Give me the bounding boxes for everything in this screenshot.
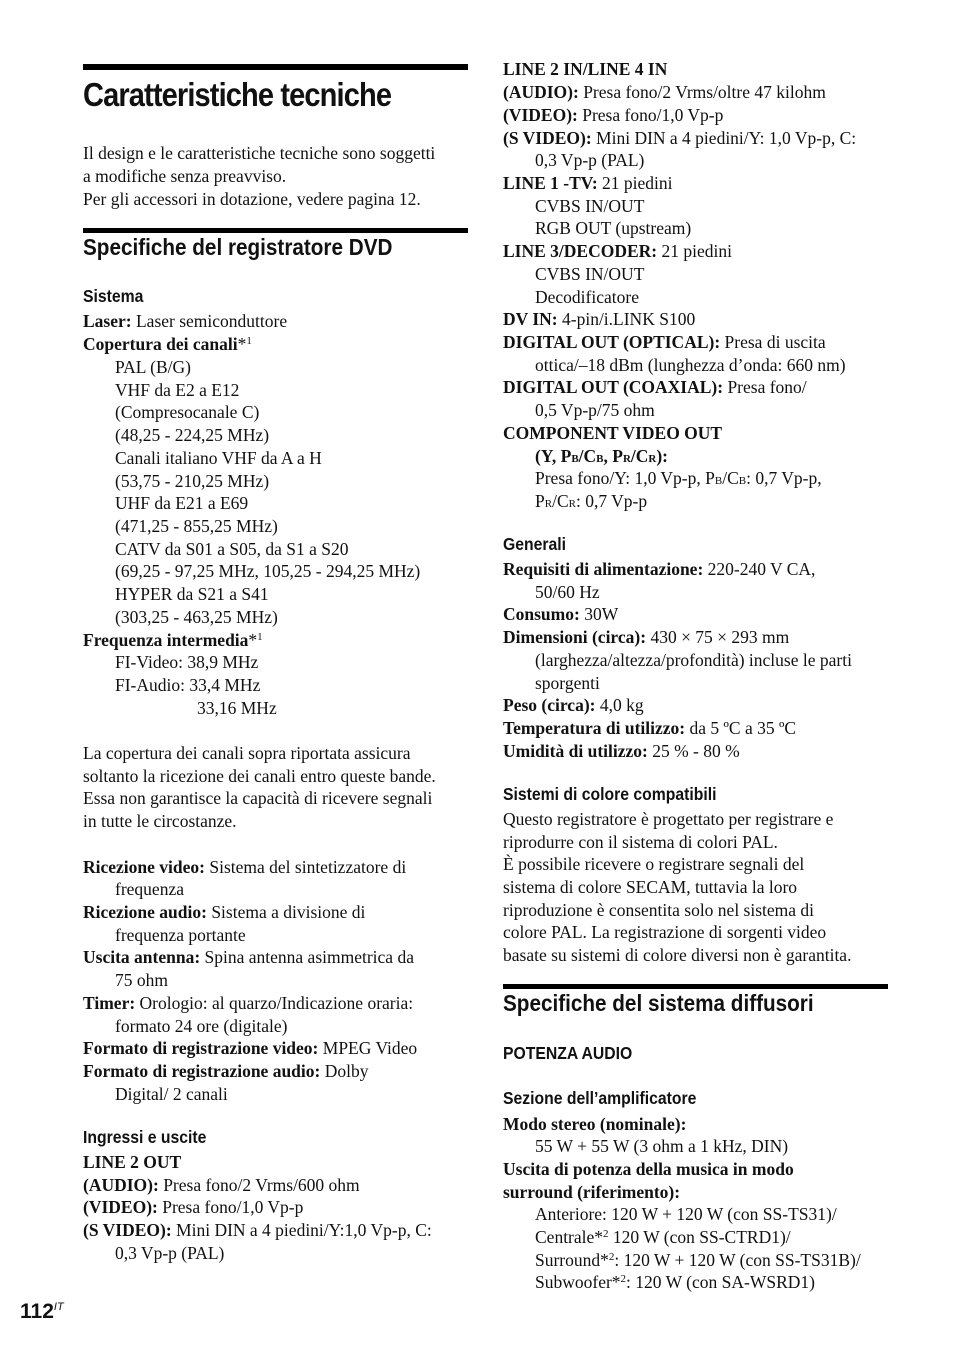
page-number: $112^{IT}$ <box>20 1300 64 1323</box>
spec-modo-stereo: Modo stereo (nominale): <box>503 1114 687 1134</box>
spec-line: PAL (B/G) <box>115 357 192 377</box>
paragraph-line: Questo registratore è progettato per registrare e <box>503 809 834 829</box>
subheading-potenza: POTENZA AUDIO <box>503 1043 633 1063</box>
spec-requisiti: Requisiti di alimentazione: 220-240 V CA, <box>503 559 816 579</box>
spec-uscita-antenna: Uscita antenna: Spina antenna asimmetrica da <box>83 947 414 967</box>
spec-line: 0,5 Vp-p/75 ohm <box>535 400 655 420</box>
spec-line: (48,25 - 224,25 MHz) <box>115 425 270 445</box>
section-rule <box>503 984 888 989</box>
spec-line: HYPER da S21 a S41 <box>115 584 269 604</box>
spec-formato-audio: Formato di registrazione audio: Dolby <box>83 1061 369 1081</box>
spec-line: 0,3 Vp-p (PAL) <box>115 1243 225 1263</box>
paragraph-line: sistema di colore SECAM, tuttavia la loro <box>503 877 798 897</box>
spec-line: RGB OUT (upstream) <box>535 218 692 238</box>
paragraph-line: colore PAL. La registrazione di sorgenti video <box>503 922 827 942</box>
spec-line: Decodificatore <box>535 287 639 307</box>
spec-formato-video: Formato di registrazione video: MPEG Video <box>83 1038 418 1058</box>
spec-line: Canali italiano VHF da A a H <box>115 448 322 468</box>
spec-ricezione-video: Ricezione video: Sistema del sintetizzatore di <box>83 857 407 877</box>
note-line: Essa non garantisce la capacità di ricevere segnali <box>83 788 433 808</box>
spec-line: 75 ohm <box>115 970 168 990</box>
section-heading-diffusori: Specifiche del sistema diffusori <box>503 990 814 1016</box>
spec-peso: Peso (circa): 4,0 kg <box>503 695 644 715</box>
paragraph-line: riprodurre con il sistema di colori PAL. <box>503 832 778 852</box>
spec-l2i-audio: (AUDIO): Presa fono/2 Vrms/oltre 47 kilohm <box>503 82 826 102</box>
spec-line: frequenza portante <box>115 925 246 945</box>
intro-line: Il design e le caratteristiche tecniche sono soggetti <box>83 143 436 163</box>
spec-dimensioni: Dimensioni (circa): 430 × 75 × 293 mm <box>503 627 790 647</box>
spec-subwoofer: Subwoofer*$^2$: 120 W (con SA-WSRD1) <box>535 1272 815 1292</box>
spec-component-signals: (Y, PB/CB, PR/CR): <box>535 446 669 466</box>
spec-line2-out: LINE 2 OUT <box>83 1152 182 1172</box>
page-title: Caratteristiche tecniche <box>83 76 392 113</box>
subheading-generali: Generali <box>503 534 567 554</box>
subheading-ingressi: Ingressi e uscite <box>83 1127 207 1147</box>
paragraph-line: È possibile ricevere o registrare segnali del <box>503 854 805 874</box>
spec-laser: Laser: Laser semiconduttore <box>83 311 288 331</box>
spec-umidita: Umidità di utilizzo: 25 % - 80 % <box>503 741 740 761</box>
spec-line: (53,75 - 210,25 MHz) <box>115 471 270 491</box>
subheading-sezione: Sezione dell’amplificatore <box>503 1088 697 1108</box>
spec-coaxial: DIGITAL OUT (COAXIAL): Presa fono/ <box>503 377 807 397</box>
spec-uscita-potenza: Uscita di potenza della musica in modo <box>503 1159 794 1179</box>
spec-line: (303,25 - 463,25 MHz) <box>115 607 278 627</box>
spec-line: sporgenti <box>535 673 600 693</box>
spec-frequenza: Frequenza intermedia*$^1$ <box>83 630 263 650</box>
spec-line: 50/60 Hz <box>535 582 600 602</box>
spec-consumo: Consumo: 30W <box>503 604 619 624</box>
spec-line: (Compresocanale C) <box>115 402 260 422</box>
spec-l2i-video: (VIDEO): Presa fono/1,0 Vp-p <box>503 105 724 125</box>
note-line: in tutte le circostanze. <box>83 811 237 831</box>
spec-l2o-svideo: (S VIDEO): Mini DIN a 4 piedini/Y:1,0 Vp-p, C: <box>83 1220 432 1240</box>
spec-line: UHF da E21 a E69 <box>115 493 249 513</box>
spec-ricezione-audio: Ricezione audio: Sistema a divisione di <box>83 902 366 922</box>
spec-line: (larghezza/altezza/profondità) incluse le parti <box>535 650 852 670</box>
spec-line: CATV da S01 a S05, da S1 a S20 <box>115 539 349 559</box>
section-rule <box>83 228 468 233</box>
spec-l2i-svideo: (S VIDEO): Mini DIN a 4 piedini/Y: 1,0 Vp-p, C: <box>503 128 857 148</box>
spec-line: FI-Audio: 33,4 MHz <box>115 675 261 695</box>
spec-uscita-potenza: surround (riferimento): <box>503 1182 681 1202</box>
paragraph-line: basate su sistemi di colore diversi non è garantita. <box>503 945 852 965</box>
spec-line: (471,25 - 855,25 MHz) <box>115 516 278 536</box>
spec-l2o-video: (VIDEO): Presa fono/1,0 Vp-p <box>83 1197 304 1217</box>
subheading-sistema: Sistema <box>83 286 144 306</box>
spec-line: VHF da E2 a E12 <box>115 380 240 400</box>
spec-line: CVBS IN/OUT <box>535 264 645 284</box>
note-line: soltanto la ricezione dei canali entro queste bande. <box>83 766 436 786</box>
spec-component: COMPONENT VIDEO OUT <box>503 423 723 443</box>
spec-copertura: Copertura dei canali*$^1$ <box>83 334 252 354</box>
spec-line: (69,25 - 97,25 MHz, 105,25 - 294,25 MHz) <box>115 561 421 581</box>
spec-line: Digital/ 2 canali <box>115 1084 228 1104</box>
spec-surround: Surround*$^2$: 120 W + 120 W (con SS-TS31B)/ <box>535 1250 861 1270</box>
spec-line: 0,3 Vp-p (PAL) <box>535 150 645 170</box>
title-rule <box>83 64 468 70</box>
spec-line: ottica/–18 dBm (lunghezza d’onda: 660 nm) <box>535 355 846 375</box>
subheading-colore: Sistemi di colore compatibili <box>503 784 717 804</box>
spec-component-value: PR/CR: 0,7 Vp-p <box>535 491 648 511</box>
spec-line: 55 W + 55 W (3 ohm a 1 kHz, DIN) <box>535 1136 789 1156</box>
spec-line: 33,16 MHz <box>197 698 277 718</box>
spec-line1: LINE 1 -TV: 21 piedini <box>503 173 673 193</box>
section-heading-dvd: Specifiche del registratore DVD <box>83 234 393 260</box>
spec-line2-in: LINE 2 IN/LINE 4 IN <box>503 59 668 79</box>
spec-line: FI-Video: 38,9 MHz <box>115 652 259 672</box>
spec-line: frequenza <box>115 879 184 899</box>
spec-line3: LINE 3/DECODER: 21 piedini <box>503 241 732 261</box>
intro-line: a modifiche senza preavviso. <box>83 166 287 186</box>
note-line: La copertura dei canali sopra riportata assicura <box>83 743 411 763</box>
spec-line: formato 24 ore (digitale) <box>115 1016 288 1036</box>
spec-l2o-audio: (AUDIO): Presa fono/2 Vrms/600 ohm <box>83 1175 360 1195</box>
spec-temperatura: Temperatura di utilizzo: da 5 ºC a 35 ºC <box>503 718 797 738</box>
paragraph-line: riproduzione è consentita solo nel sistema di <box>503 900 815 920</box>
spec-component-value: Presa fono/Y: 1,0 Vp-p, PB/CB: 0,7 Vp-p, <box>535 468 822 488</box>
intro-line: Per gli accessori in dotazione, vedere pagina 12. <box>83 189 421 209</box>
spec-line: CVBS IN/OUT <box>535 196 645 216</box>
spec-timer: Timer: Orologio: al quarzo/Indicazione oraria: <box>83 993 414 1013</box>
spec-optical: DIGITAL OUT (OPTICAL): Presa di uscita <box>503 332 826 352</box>
spec-line: Anteriore: 120 W + 120 W (con SS-TS31)/ <box>535 1204 837 1224</box>
spec-centrale: Centrale*$^2$ 120 W (con SS-CTRD1)/ <box>535 1227 791 1247</box>
spec-dv-in: DV IN: 4-pin/i.LINK S100 <box>503 309 696 329</box>
